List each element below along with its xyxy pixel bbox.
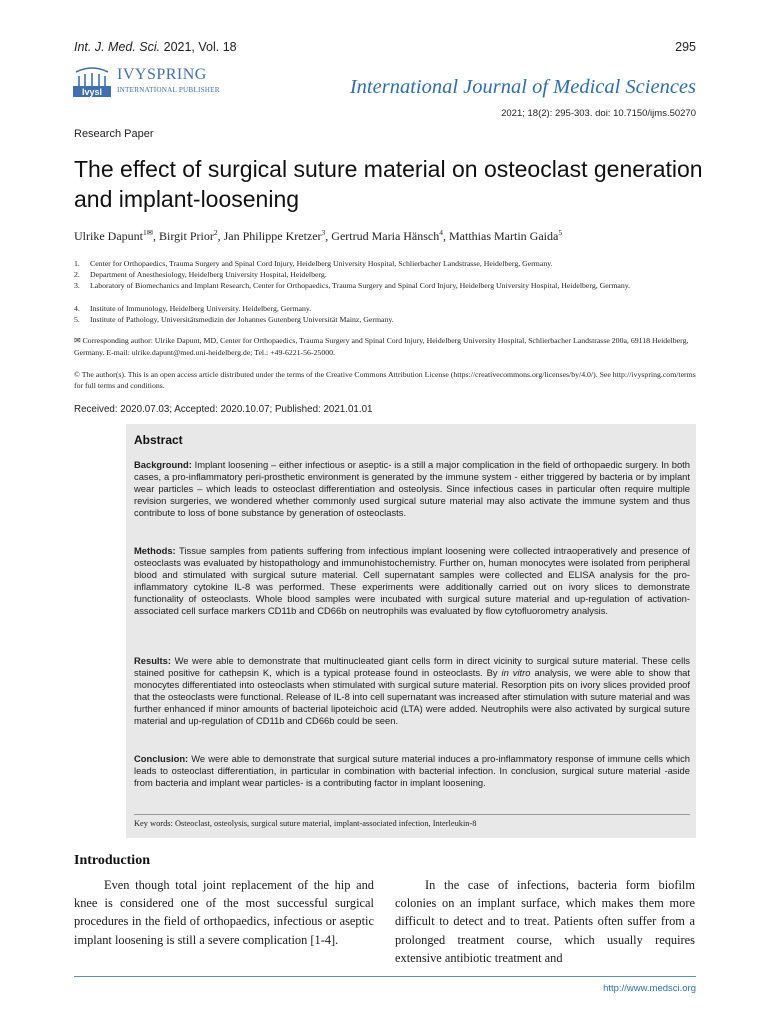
affiliation (74, 281, 694, 291)
author-name: Jan Philippe Kretzer (223, 229, 322, 243)
abstract-results (134, 655, 690, 728)
journal-name: International Journal of Medical Sciences (349, 76, 696, 98)
author-name: Ulrike Dapunt (74, 229, 143, 243)
publisher-name: IVYSPRING (117, 66, 207, 83)
section-label: Results: (134, 655, 171, 666)
license-notice: © The author(s). This is an open access article distributed under the terms of the Creative Commons Attribution License (https://creativecommons.org/licenses/by/4.0/). See http://ivyspring.com/terms for full terms and conditions. (74, 370, 696, 390)
affiliation-number: 4. (74, 304, 80, 313)
keywords: Key words: Osteoclast, osteolysis, surgical suture material, implant-associated infection, Interleukin-8 (134, 819, 477, 828)
abstract-methods (134, 545, 690, 618)
publisher-subtitle: INTERNATIONAL PUBLISHER (117, 86, 220, 94)
section-text: Tissue samples from patients suffering from infectious implant loosening were collected intraoperatively and presence of osteoclasts was evaluated by histopathology and immunohistochemistry. Further on, human monocytes were isolated from peripheral blood and stimulated with surgical suture material. Cell supernatant samples were collected and ELISA analysis for the pro-inflammatory cytokine IL-8 was performed. These experiments were additionally carried out on ivory slices to demonstrate functionality of osteoclasts. Whole blood samples were incubated with surgical suture material and up-regulation of activation-associated cell surface markers CD11b and CD66b on neutrophils was evaluated by flow cytofluorometry analysis. (134, 545, 690, 617)
affiliation-text: Institute of Immunology, Heidelberg University. Heidelberg, Germany. (90, 304, 312, 313)
introduction-left-column: Even though total joint replacement of the hip and knee is considered one of the most successful surgical procedures in the field of orthopaedics, infectious or aseptic implant loosening is still a severe complication [1-4]. (74, 878, 374, 947)
affiliation-text: Department of Anesthesiology, Heidelberg University Hospital, Heidelberg. (90, 270, 327, 279)
divider (134, 814, 690, 815)
abstract-background (134, 459, 690, 519)
affiliation (74, 304, 694, 314)
author-name: Birgit Prior (159, 229, 214, 243)
page-title: The effect of surgical suture material on osteoclast generation and implant-loosening (74, 156, 703, 212)
running-head (74, 40, 237, 54)
affiliation (74, 259, 694, 269)
affiliation-number: 2. (74, 270, 80, 279)
author-list: Ulrike Dapunt$^{1✉}$, Birgit Prior$^2$, Jan Philippe Kretzer$^3$, Gertrud Maria Hänsch$^4$, Matthias Martin Gaida$^5$ (74, 228, 563, 243)
affiliation-number: 5. (74, 315, 80, 324)
section-text: We were able to demonstrate that surgical suture material induces a pro-inflammatory response of immune cells which leads to osteoclast differentiation, in particular in combination with bacterial infection. In conclusion, surgical suture material -aside from bacteria and implant wear particles- is a contributing factor in implant loosening. (134, 753, 690, 789)
affiliation (74, 270, 694, 280)
affiliation-number: 3. (74, 281, 80, 290)
svg-text:Ivysl: Ivysl (81, 87, 103, 97)
affiliation (74, 315, 694, 325)
author-affiliation-mark: 3 (321, 228, 326, 237)
page-number: 295 (675, 40, 696, 54)
author-affiliation-mark: 5 (558, 228, 563, 237)
affiliation-text: Laboratory of Biomechanics and Implant Research, Center for Orthopaedics, Trauma Surgery and Spinal Cord Injury, Heidelberg University Hospital, Heidelberg, Germany. (90, 281, 631, 290)
citation: 2021; 18(2): 295-303. doi: 10.7150/ijms.50270 (501, 108, 696, 119)
section-text: analysis, we were able to show that monocytes differentiated into osteoclasts when stimulated with surgical suture material. Resorption pits on ivory slices provided proof that the osteoclasts were functional. Release of IL-8 into cell supernatant was increased after stimulation with suture material and was further enhanced if minor amounts of bacterial lipoteichoic acid (LTA) were added. Neutrophils were also activated by surgical suture material and up-regulation of CD11b and CD66b could be seen. (134, 667, 691, 727)
introduction-heading: Introduction (74, 853, 150, 868)
affiliation-text: Institute of Pathology, Universitätsmedizin der Johannes Gutenberg Universität Mainz, Germany. (90, 315, 394, 324)
section-label: Conclusion: (134, 753, 189, 764)
journal-abbrev: Int. J. Med. Sci. (74, 40, 161, 54)
article-type: Research Paper (74, 128, 154, 140)
corresponding-author: ✉ Corresponding author: Ulrike Dapunt, MD, Center for Orthopaedics, Trauma Surgery and Spinal Cord Injury, Heidelberg University Hospital, Schlierbacher Landstrasse 200a, 69118 Heidelberg, Germany. E-mail: ulrike.dapunt@med.uni-heidelberg.de; Tel.: +49-6221-56-25000. (74, 336, 689, 357)
section-label: Methods: (134, 545, 176, 556)
author-affiliation-mark: 2 (213, 228, 218, 237)
author-name: Gertrud Maria Hänsch (331, 229, 440, 243)
affiliation-text: Center for Orthopaedics, Trauma Surgery and Spinal Cord Injury, Heidelberg University Hospital, Schlierbacher Landstrasse, Heidelberg, Germany. (90, 259, 553, 268)
abstract-heading: Abstract (134, 433, 183, 447)
author-affiliation-mark: 4 (439, 228, 444, 237)
introduction-right-column: In the case of infections, bacteria form biofilm colonies on an implant surface, which makes them more difficult to detect and to treat. Patients often suffer from a prolonged treatment course, which usually requires extensive antibiotic treatment and (395, 878, 695, 965)
section-label: Background: (134, 459, 192, 470)
footer-divider (74, 976, 696, 977)
affiliation-number: 1. (74, 259, 80, 268)
author-affiliation-mark: 1✉ (142, 228, 154, 237)
year-volume: 2021, Vol. 18 (160, 40, 237, 54)
section-text: Implant loosening – either infectious or aseptic- is a still a major complication in the field of orthopaedic surgery. In both cases, a pro-inflammatory peri-prosthetic environment is generated by the immune system - either triggered by bacteria or by implant wear particles – which leads to osteoclast differentiation and osteolysis. Since infectious cases in particular often require multiple revision surgeries, we wondered whether commonly used surgical suture material may also activate the immune system and thus contribute to loss of bone substance by generation of osteoclasts. (134, 459, 690, 519)
author-name: Matthias Martin Gaida (449, 229, 559, 243)
section-text: We were able to demonstrate that multinucleated giant cells form in direct vicinity to surgical suture material. These cells stained positive for cathepsin K, which is a typical protease found in osteoclasts. By (134, 655, 690, 679)
publication-dates: Received: 2020.07.03; Accepted: 2020.10.07; Published: 2021.01.01 (74, 404, 373, 415)
journal-website-link[interactable]: http://www.medsci.org (603, 983, 696, 994)
abstract-conclusion (134, 753, 690, 789)
section-text-italic: in vitro (501, 667, 531, 679)
